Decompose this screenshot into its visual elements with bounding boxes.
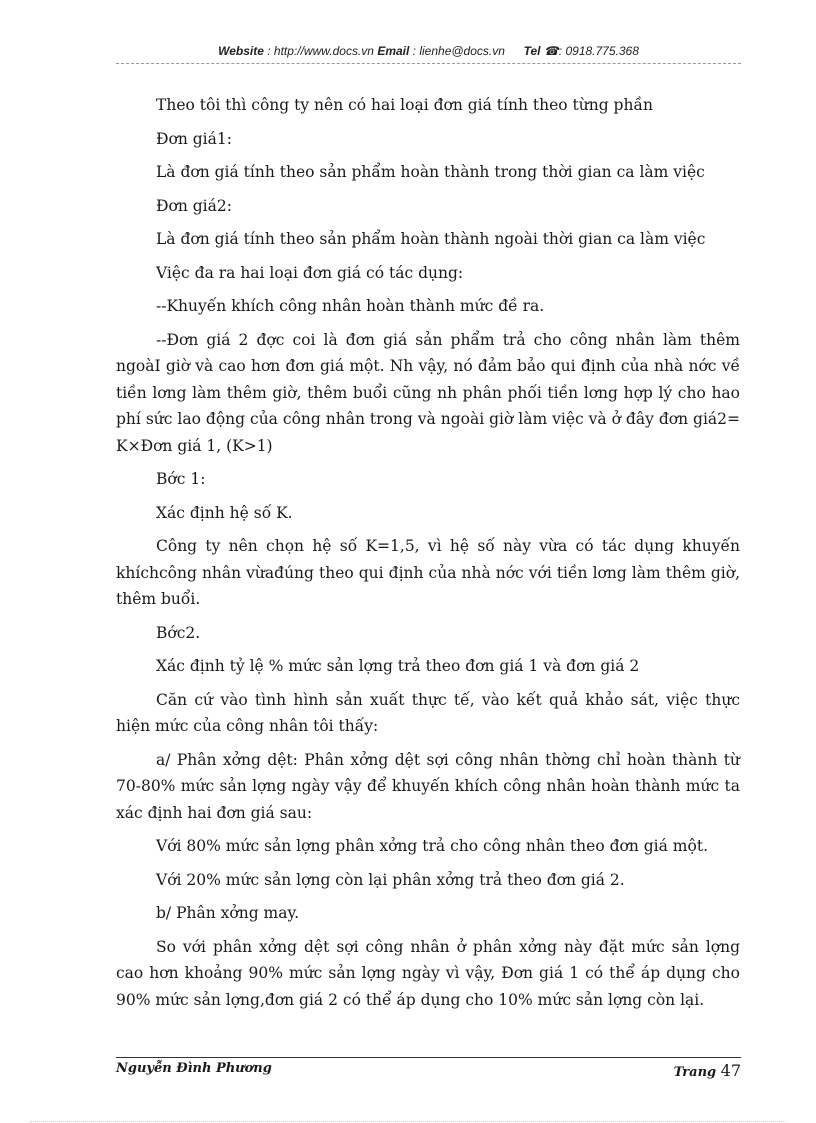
page-footer: [116, 1061, 741, 1080]
paragraph: Với 20% mức sản lợng còn lại phân xởng trả theo đơn giá 2.: [156, 870, 625, 889]
website-url[interactable]: : http://www.docs.vn: [267, 44, 374, 58]
email-label: Email: [377, 44, 410, 58]
paragraph: Xác định hệ số K.: [156, 503, 293, 522]
phone-icon: ☎: [543, 44, 559, 58]
page-edge-dots: [30, 1121, 786, 1122]
paragraph: Việc đa ra hai loại đơn giá có tác dụng:: [156, 263, 464, 282]
tel-label: Tel: [523, 44, 541, 58]
header-divider: [116, 63, 741, 64]
page-header: [116, 44, 741, 58]
paragraph: Đơn giá1:: [156, 129, 232, 148]
paragraph: Là đơn giá tính theo sản phẩm hoàn thành trong thời gian ca làm việc: [156, 163, 705, 181]
page-number: 47: [720, 1061, 741, 1080]
website-label: Website: [218, 44, 264, 58]
paragraph: Công ty nên chọn hệ số K=1,5, vì hệ số này vừa có tác dụng khuyến khíchcông nhân vừađúng theo qui định của nhà nớc với tiền lơng làm thêm giờ, thêm buổi.: [116, 537, 740, 608]
paragraph: Xác định tỷ lệ % mức sản lợng trả theo đơn giá 1 và đơn giá 2: [156, 657, 640, 675]
document-body: [116, 92, 740, 1020]
paragraph: --Đơn giá 2 đợc coi là đơn giá sản phẩm trả cho công nhân làm thêm ngoàI giờ và cao hơn đơn giá một. Nh vậy, nó đảm bảo qui định của nhà nớc về tiền lơng làm thêm giờ, thêm buổi cũng nh phân phối tiền lơng hợp lý cho hao phí sức lao động của công nhân trong và ngoài giờ làm việc và ở đây đơn giá2= K×Đơn giá 1, (K>1): [116, 330, 740, 455]
footer-author: Nguyễn Đình Phương: [116, 1061, 272, 1076]
paragraph: Bớc2.: [156, 623, 201, 642]
paragraph: Bớc 1:: [156, 470, 206, 488]
paragraph: Căn cứ vào tình hình sản xuất thực tế, vào kết quả khảo sát, việc thực hiện mức của công nhân tôi thấy:: [116, 690, 740, 735]
footer-page: [674, 1061, 741, 1080]
paragraph: Là đơn giá tính theo sản phẩm hoàn thành ngoài thời gian ca làm việc: [156, 230, 706, 248]
paragraph: Với 80% mức sản lợng phân xởng trả cho công nhân theo đơn giá một.: [156, 837, 708, 855]
email-address[interactable]: : lienhe@docs.vn: [412, 44, 505, 58]
phone-number: : 0918.775.368: [558, 44, 639, 58]
paragraph: Theo tôi thì công ty nên có hai loại đơn giá tính theo từng phần: [156, 96, 653, 114]
paragraph: --Khuyến khích công nhân hoàn thành mức đề ra.: [156, 297, 545, 315]
paragraph: a/ Phân xởng dệt: Phân xởng dệt sợi công nhân thờng chỉ hoàn thành từ 70-80% mức sản lợng ngày vậy để khuyến khích công nhân hoàn thành mức ta xác định hai đơn giá sau:: [116, 750, 740, 822]
paragraph: b/ Phân xởng may.: [156, 904, 300, 922]
paragraph: Đơn giá2:: [156, 196, 232, 215]
paragraph: So với phân xởng dệt sợi công nhân ở phân xởng này đặt mức sản lợng cao hơn khoảng 90% mức sản lợng ngày vì vậy, Đơn giá 1 có thể áp dụng cho 90% mức sản lợng,đơn giá 2 có thể áp dụng cho 10% mức sản lợng còn lại.: [116, 937, 740, 1009]
footer-divider: [116, 1057, 741, 1058]
page-label: Trang: [673, 1065, 717, 1080]
